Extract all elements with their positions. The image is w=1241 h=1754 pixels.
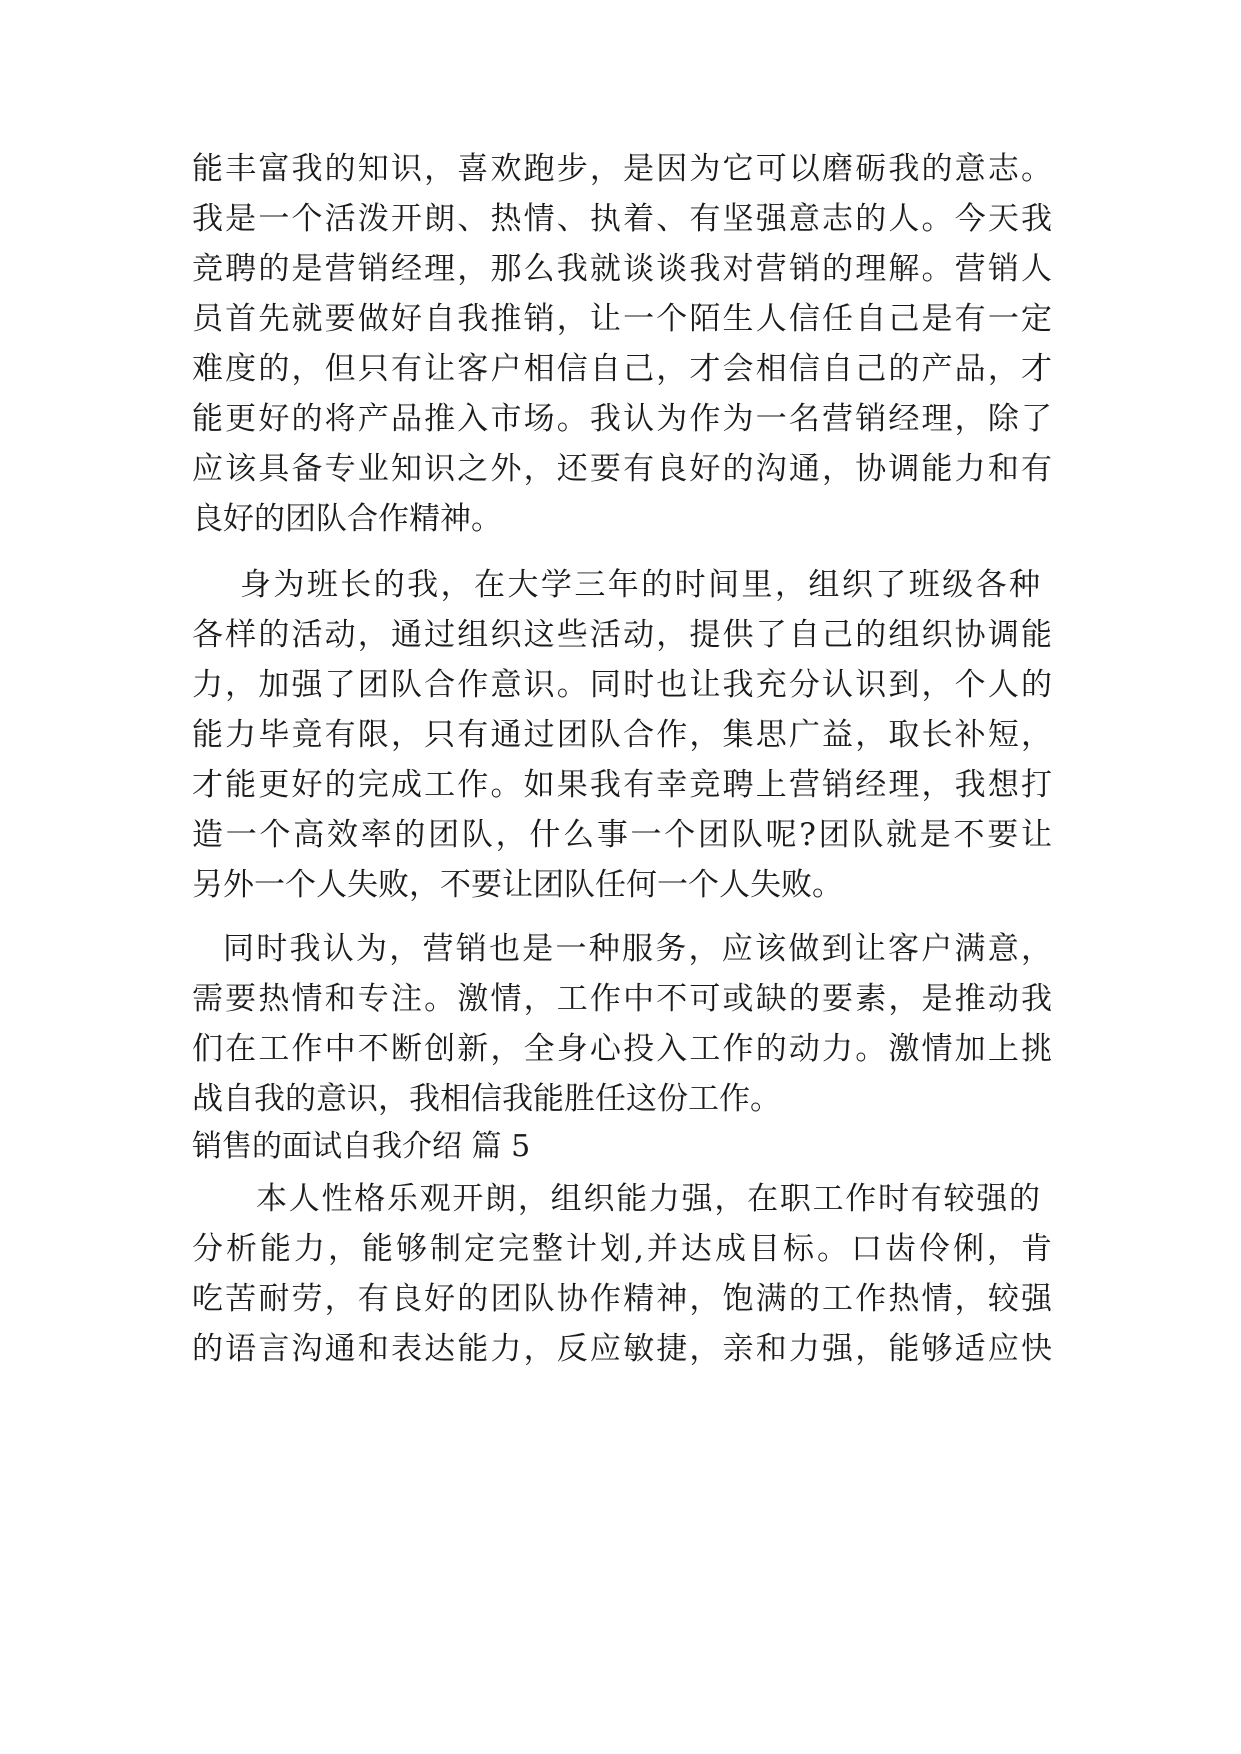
paragraph-line: 良好的团队合作精神。 xyxy=(192,501,502,537)
section-heading: 销售的面试自我介绍 篇 5 xyxy=(192,1129,531,1164)
paragraph-line: 能更好的将产品推入市场。我认为作为一名营销经理，除了 xyxy=(192,401,1052,437)
paragraph-line: 战自我的意识，我相信我能胜任这份工作。 xyxy=(192,1081,781,1117)
paragraph-line: 身为班长的我，在大学三年的时间里，组织了班级各种 xyxy=(240,567,1040,603)
paragraph-line: 的语言沟通和表达能力，反应敏捷，亲和力强，能够适应快 xyxy=(192,1331,1052,1367)
paragraph-line: 造一个高效率的团队，什么事一个团队呢?团队就是不要让 xyxy=(192,817,1052,853)
paragraph-line: 吃苦耐劳，有良好的团队协作精神，饱满的工作热情，较强 xyxy=(192,1281,1052,1317)
paragraph-line: 竞聘的是营销经理，那么我就谈谈我对营销的理解。营销人 xyxy=(192,251,1052,287)
paragraph-line: 分析能力，能够制定完整计划,并达成目标。口齿伶俐，肯 xyxy=(192,1231,1052,1267)
paragraph-line: 应该具备专业知识之外，还要有良好的沟通，协调能力和有 xyxy=(192,451,1052,487)
paragraph-line: 同时我认为，营销也是一种服务，应该做到让客户满意， xyxy=(223,931,1052,967)
paragraph-line: 才能更好的完成工作。如果我有幸竞聘上营销经理，我想打 xyxy=(192,767,1052,803)
paragraph-line: 需要热情和专注。激情，工作中不可或缺的要素，是推动我 xyxy=(192,981,1052,1017)
paragraph-line: 另外一个人失败，不要让团队任何一个人失败。 xyxy=(192,867,843,903)
paragraph-line: 员首先就要做好自我推销，让一个陌生人信任自己是有一定 xyxy=(192,301,1052,337)
paragraph-line: 我是一个活泼开朗、热情、执着、有坚强意志的人。今天我 xyxy=(192,201,1052,237)
paragraph-line: 们在工作中不断创新，全身心投入工作的动力。激情加上挑 xyxy=(192,1031,1052,1067)
paragraph-line: 难度的，但只有让客户相信自己，才会相信自己的产品，才 xyxy=(192,351,1052,387)
paragraph-line: 各样的活动，通过组织这些活动，提供了自己的组织协调能 xyxy=(192,617,1052,653)
paragraph-line: 能丰富我的知识，喜欢跑步，是因为它可以磨砺我的意志。 xyxy=(192,151,1052,187)
paragraph-line: 力，加强了团队合作意识。同时也让我充分认识到，个人的 xyxy=(192,667,1052,703)
paragraph-line: 能力毕竟有限，只有通过团队合作，集思广益，取长补短， xyxy=(192,717,1052,753)
paragraph-line: 本人性格乐观开朗，组织能力强，在职工作时有较强的 xyxy=(256,1181,1040,1217)
